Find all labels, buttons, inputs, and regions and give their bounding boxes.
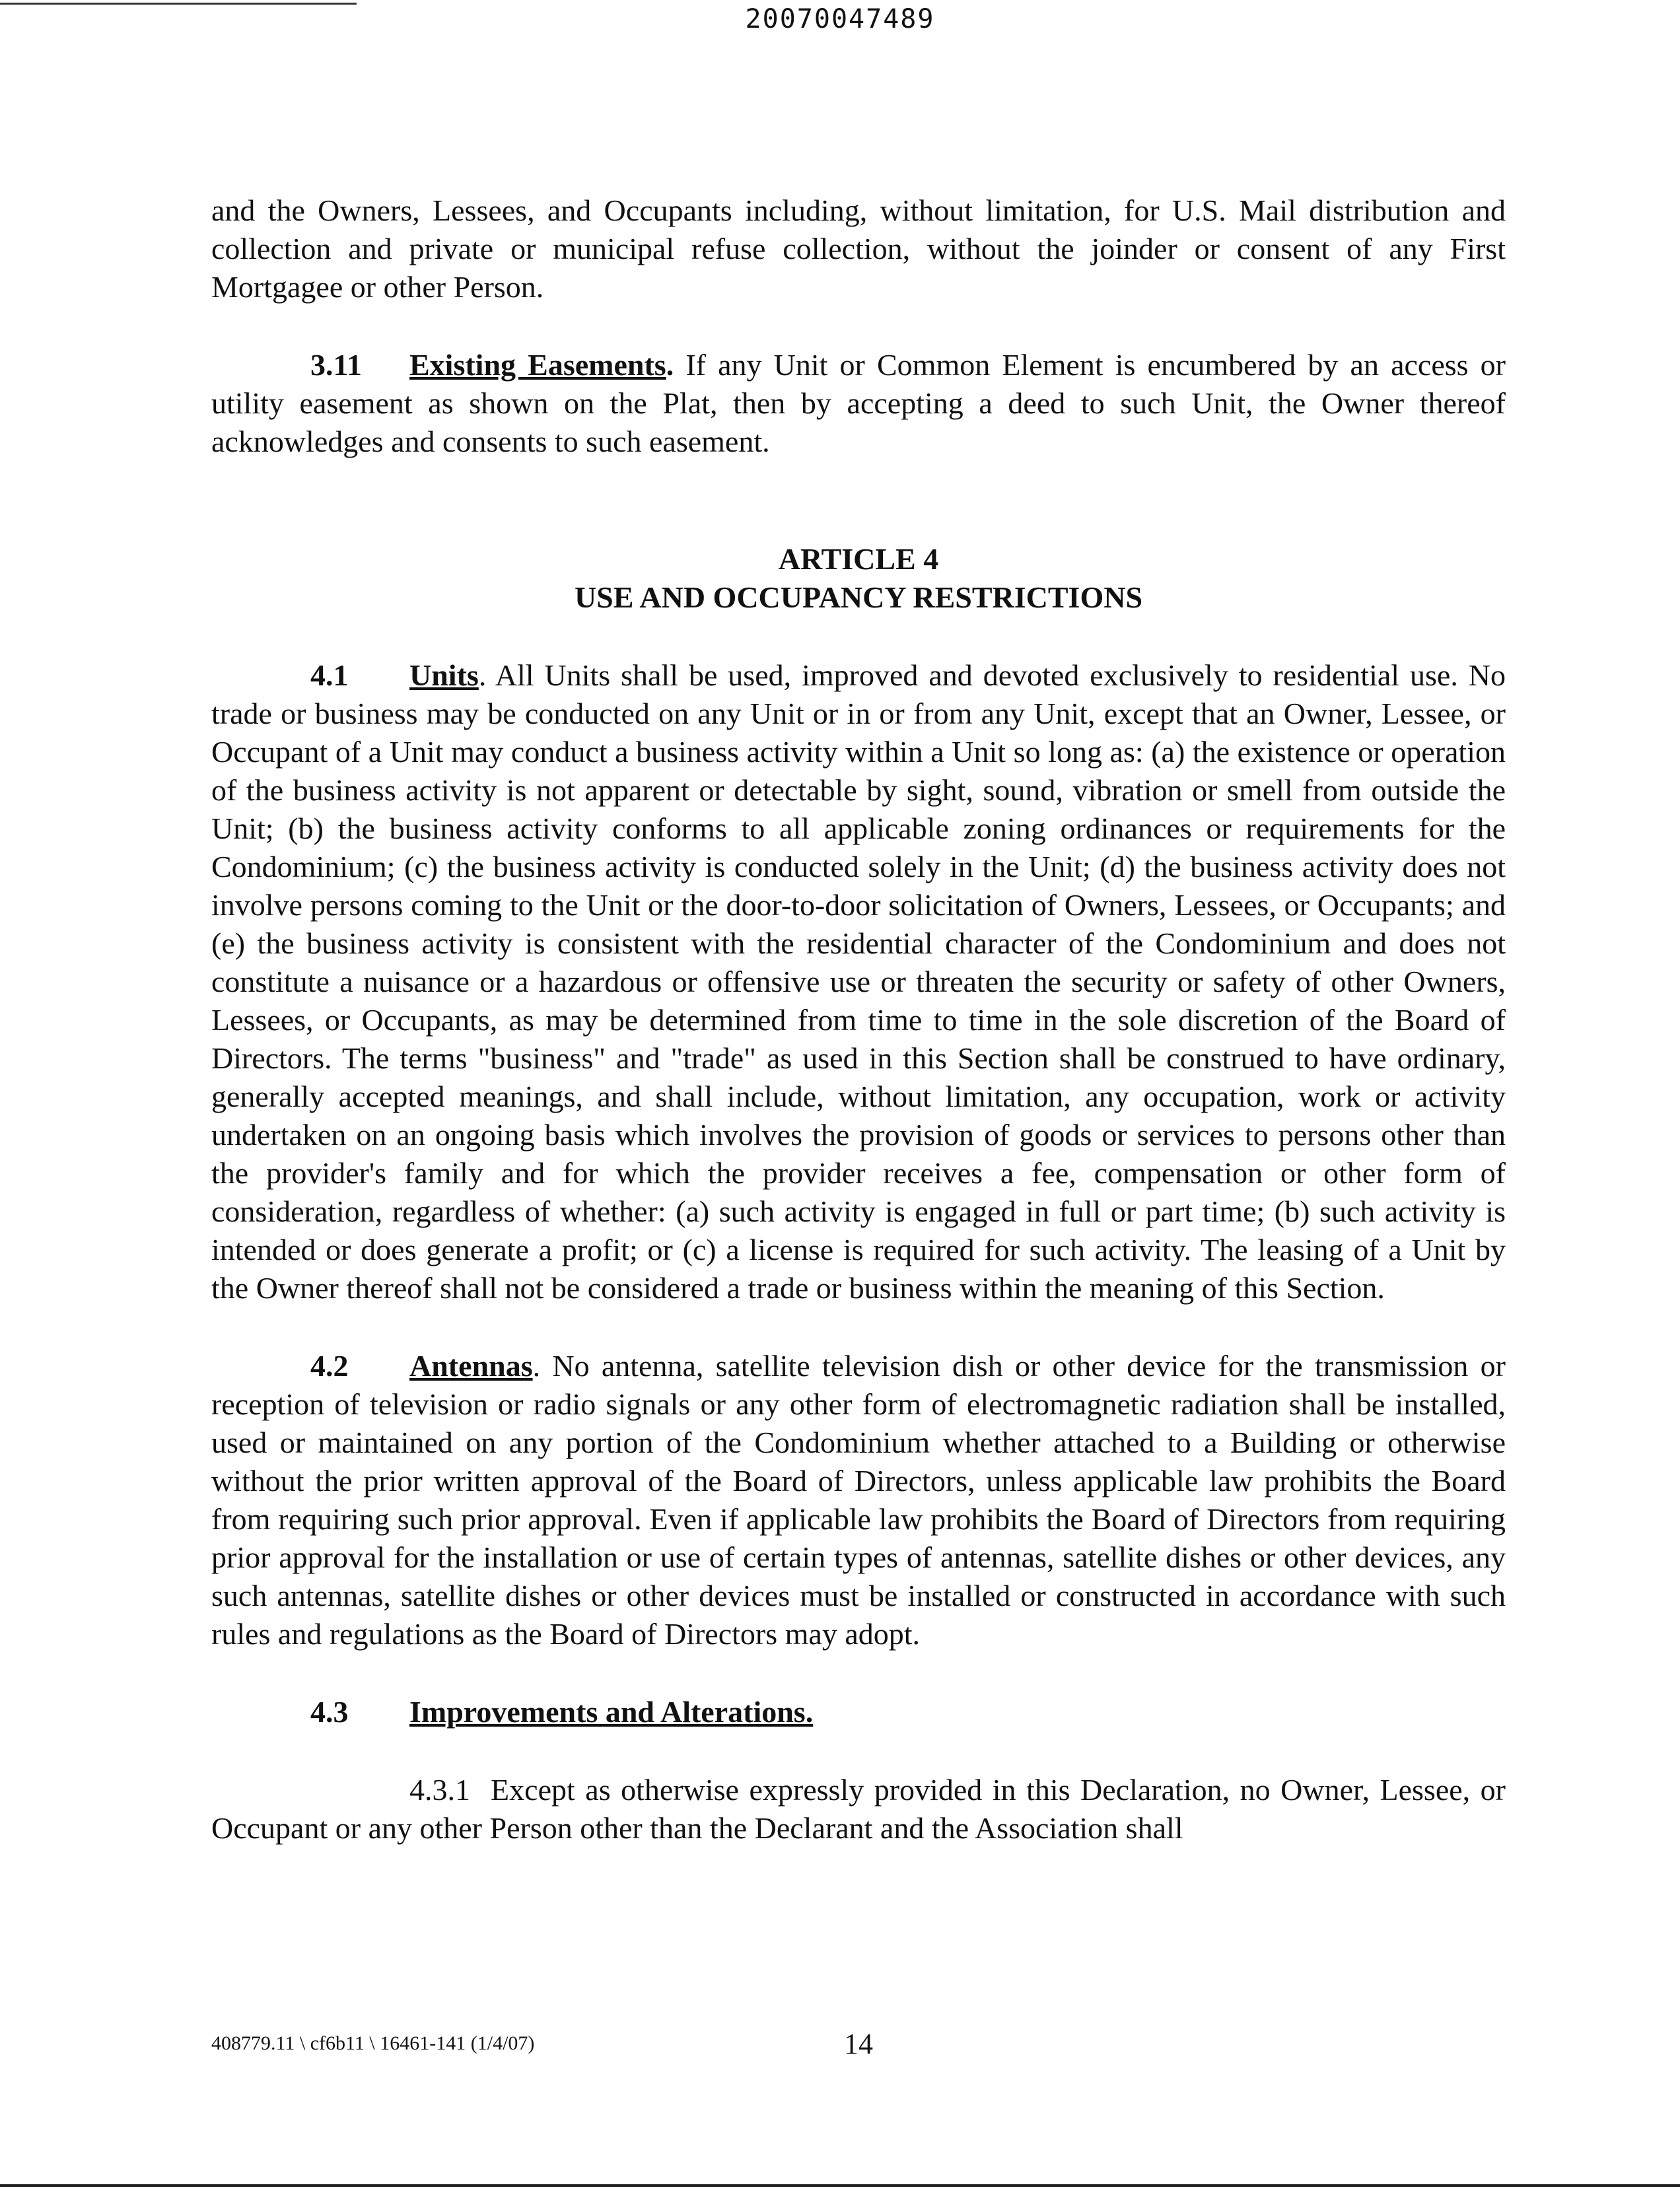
section-number: 4.3 [310,1695,349,1729]
section-text: No antenna, satellite television dish or other device for the transmission or reception of television or radio signals or any other form of electromagnetic radiation shall be installed, used or maintained on any portion of the Condominium whether attached to a Building or otherwise without the prior written approval of the Board of Directors, unless applicable law prohibits the Board from requiring such prior approval. Even if applicable law prohibits the Board of Directors from requiring prior approval for the installation or use of certain types of antennas, satellite dishes or other devices, any such antennas, satellite dishes or other devices must be installed or constructed in accordance with such rules and regulations as the Board of Directors may adopt. [211,1349,1506,1651]
document-body [211,191,1506,1847]
section-text: If any Unit or Common Element is encumbered by an access or utility easement as shown on the Plat, then by accepting a deed to such Unit, the Owner thereof acknowledges and consents to such easement. [211,348,1506,458]
section-number: 4.1 [310,658,349,692]
page-number: 14 [844,2028,873,2060]
section-4-3 [211,1693,1506,1731]
section-4-1: 4.1 Units. All Units shall be used, improved and devoted exclusively to residential use. No trade or business may be conducted on any Unit or in or from any Unit, except that an Owner, Lessee, or Occupant of a Unit may conduct a business activity within a Unit so long as: (a) the existence or operation of the business activity is not apparent or detectable by sight, sound, vibration or smell from outside the Unit; (b) the business activity conforms to all applicable zoning ordinances or requirements for the Condominium; (c) the business activity is conducted solely in the Unit; (d) the business activity does not involve persons coming to the Unit or the door-to-door solicitation of Owners, Lessees, or Occupants; and (e) the business activity is consistent with the residential character of the Condominium and does not constitute a nuisance or a hazardous or offensive use or threaten the security or safety of other Owners, Lessees, or Occupants, as may be determined from time to time in the sole discretion of the Board of Directors. The terms "business" and "trade" as used in this Section shall be construed to have ordinary, generally accepted meanings, and shall include, without limitation, any occupation, work or activity undertaken on an ongoing basis which involves the provision of goods or services to persons other than the provider's family and for which the provider receives a fee, compensation or other form of consideration, regardless of whether: (a) such activity is engaged in full or part time; (b) such activity is intended or does generate a profit; or (c) a license is required for such activity. The leasing of a Unit by the Owner thereof shall not be considered a trade or business within the meaning of this Section. [211,656,1506,1307]
article-heading [211,540,1506,617]
section-title: Existing Easements [409,348,666,382]
continuation-paragraph: and the Owners, Lessees, and Occupants including, without limitation, for U.S. Mail distribution and collection and private or municipal refuse collection, without the joinder or consent of any First Mortgagee or other Person. [211,193,1506,304]
section-title: Antennas [409,1349,533,1383]
page-footer [211,2027,1506,2067]
subsection-number: 4.3.1 [409,1773,470,1807]
section-title: Units [409,658,479,692]
footer-reference: 408779.11 \ cf6b11 \ 16461-141 (1/4/07) [211,2032,535,2054]
section-3-11: 3.11 Existing Easements. If any Unit or Common Element is encumbered by an access or utility easement as shown on the Plat, then by accepting a deed to such Unit, the Owner thereof acknowledges and consents to such easement. [211,346,1506,461]
article-title: USE AND OCCUPANCY RESTRICTIONS [574,580,1143,614]
section-4-3-1 [211,1771,1506,1847]
article-number: ARTICLE 4 [778,542,939,576]
subsection-text: Except as otherwise expressly provided in this Declaration, no Owner, Lessee, or Occupant or any other Person other than the Declarant and the Association shall [211,1773,1506,1845]
bottom-rule [0,2184,1680,2187]
section-text: All Units shall be used, improved and devoted exclusively to residential use. No trade or business may be conducted on any Unit or in or from any Unit, except that an Owner, Lessee, or Occupant of a Unit may conduct a business activity within a Unit so long as: (a) the existence or operation of the business activity is not apparent or detectable by sight, sound, vibration or smell from outside the Unit; (b) the business activity conforms to all applicable zoning ordinances or requirements for the Condominium; (c) the business activity is conducted solely in the Unit; (d) the business activity does not involve persons coming to the Unit or the door-to-door solicitation of Owners, Lessees, or Occupants; and (e) the business activity is consistent with the residential character of the Condominium and does not constitute a nuisance or a hazardous or offensive use or threaten the security or safety of other Owners, Lessees, or Occupants, as may be determined from time to time in the sole discretion of the Board of Directors. The terms "business" and "trade" as used in this Section shall be construed to have ordinary, generally accepted meanings, and shall include, without limitation, any occupation, work or activity undertaken on an ongoing basis which involves the provision of goods or services to persons other than the provider's family and for which the provider receives a fee, compensation or other form of consideration, regardless of whether: (a) such activity is engaged in full or part time; (b) such activity is intended or does generate a profit; or (c) a license is required for such activity. The leasing of a Unit by the Owner thereof shall not be considered a trade or business within the meaning of this Section. [211,658,1506,1305]
section-4-2: 4.2 Antennas. No antenna, satellite television dish or other device for the transmission or reception of television or radio signals or any other form of electromagnetic radiation shall be installed, used or maintained on any portion of the Condominium whether attached to a Building or otherwise without the prior written approval of the Board of Directors, unless applicable law prohibits the Board from requiring such prior approval. Even if applicable law prohibits the Board of Directors from requiring prior approval for the installation or use of certain types of antennas, satellite dishes or other devices, any such antennas, satellite dishes or other devices must be installed or constructed in accordance with such rules and regulations as the Board of Directors may adopt. [211,1347,1506,1653]
section-title: Improvements and Alterations. [409,1695,814,1729]
section-number: 4.2 [310,1349,349,1383]
section-number: 3.11 [310,348,362,382]
document-number: 20070047489 [745,4,935,34]
